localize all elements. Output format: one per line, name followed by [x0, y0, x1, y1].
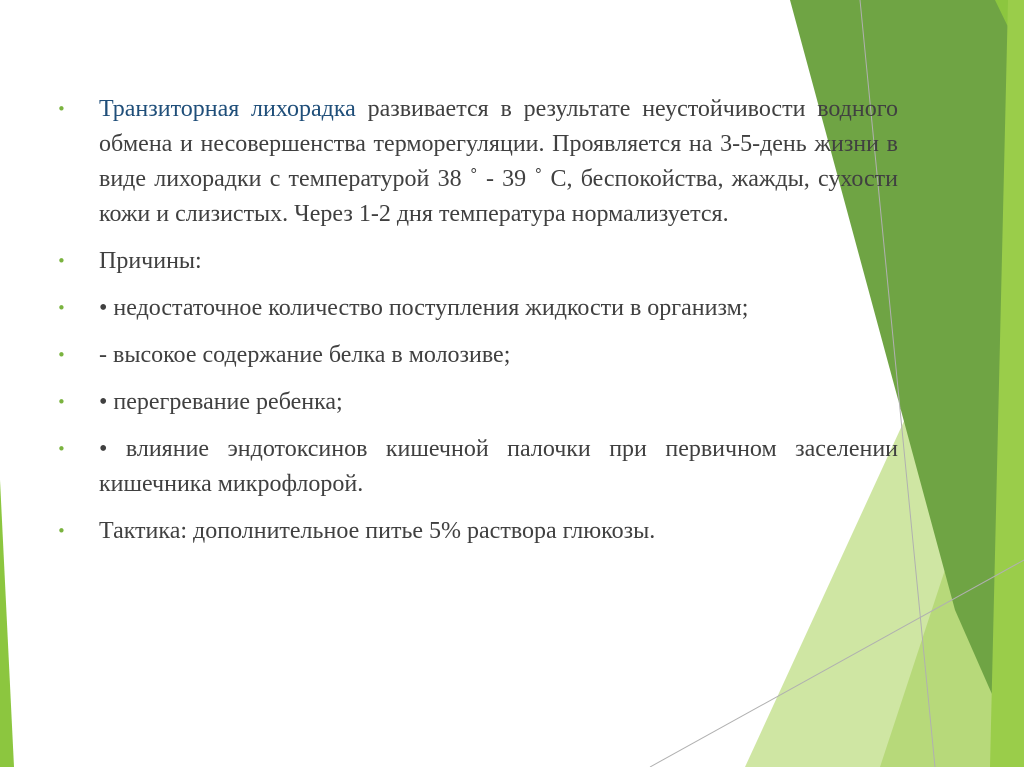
- list-item: [57, 244, 898, 279]
- list-item: [57, 92, 898, 232]
- term-transient-fever: Транзиторная лихорадка: [99, 96, 356, 122]
- item-text: [99, 92, 898, 232]
- item-text: • влияние эндотоксинов кишечной палочки при первичном заселении кишечника микрофлорой.: [99, 436, 898, 497]
- list-item: [57, 514, 898, 549]
- left-green-shape: [0, 480, 14, 767]
- item-text: Тактика: дополнительное питье 5% раствора глюкозы.: [99, 518, 656, 544]
- bullet-marker: •: [57, 522, 66, 540]
- item-text: • перегревание ребенка;: [99, 389, 343, 415]
- bullet-marker: •: [57, 393, 66, 411]
- list-item: [57, 385, 898, 420]
- bullet-list: [57, 92, 898, 561]
- list-item: [57, 432, 898, 502]
- list-item: [57, 291, 898, 326]
- bullet-marker: •: [57, 346, 66, 364]
- item-text: • недостаточное количество поступления жидкости в организм;: [99, 295, 749, 321]
- item-body: развивается в результате неустойчивости водного обмена и несовершенства терморегуляции. Проявляется на 3-5-день жизни в виде лихорадки с температурой 38 ˚ - 39 ˚ С, беспокойства, жажды, сухости кожи и слизистых. Через 1-2 дня температура нормализуется.: [99, 96, 898, 227]
- list-item: [57, 338, 898, 373]
- item-text: Причины:: [99, 248, 202, 274]
- bullet-marker: •: [57, 299, 66, 317]
- bullet-marker: •: [57, 100, 66, 118]
- bullet-marker: •: [57, 440, 66, 458]
- bullet-marker: •: [57, 252, 66, 270]
- item-text: - высокое содержание белка в молозиве;: [99, 342, 511, 368]
